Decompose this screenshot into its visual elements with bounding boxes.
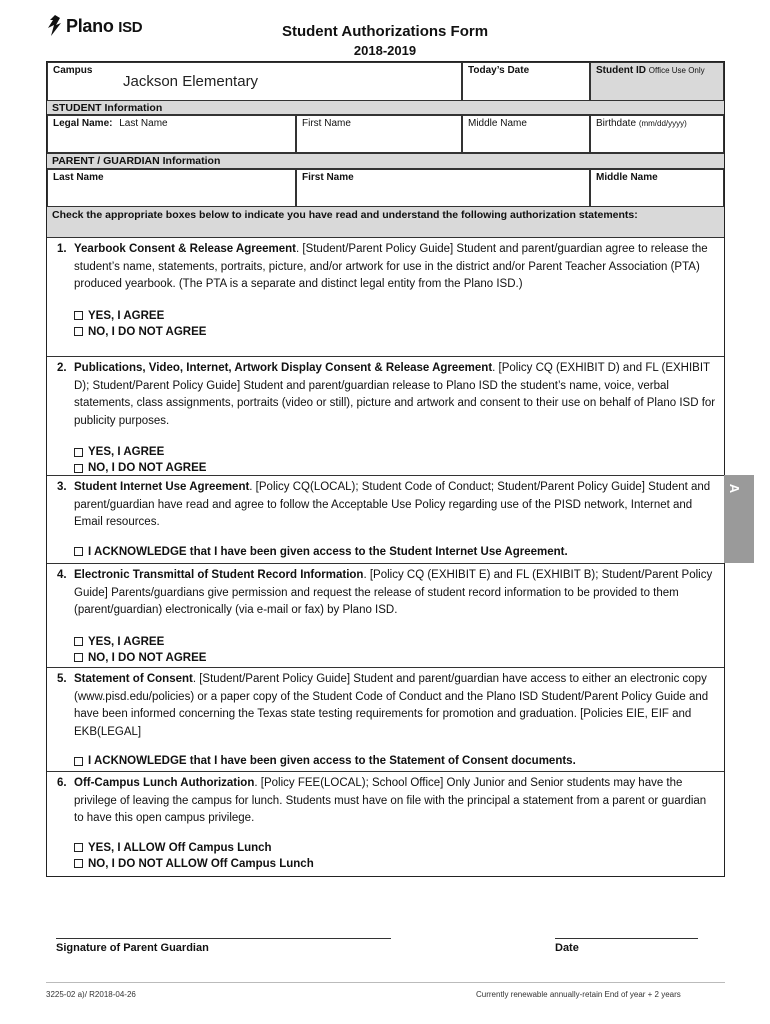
student-first-name-label: First Name bbox=[302, 118, 351, 129]
birthdate-field[interactable] bbox=[590, 115, 724, 153]
parent-signature-line[interactable] bbox=[56, 938, 391, 939]
side-tab-letter: A bbox=[727, 483, 743, 494]
form-year: 2018-2019 bbox=[353, 43, 417, 58]
footer-form-code: 3225-02 a)/ R2018-04-26 bbox=[46, 990, 136, 999]
legal-name-label: Legal Name: bbox=[53, 118, 113, 129]
logo-text: Plano ISD bbox=[66, 15, 143, 36]
item-text: . [Student/Parent Policy Guide] Student and parent/guardian agree to release the student’s name, statements, portraits, picture, and/or artwork for use in the district and/or Parent Teacher Association (PTA) produced yearbook. (The PTA is a separate and distinct legal entity from the Plano ISD.) bbox=[74, 243, 708, 290]
item-number: 5. bbox=[57, 673, 67, 685]
parent-middle-name-field[interactable] bbox=[590, 169, 724, 207]
option-label: YES, I AGREE bbox=[88, 309, 165, 322]
checkbox[interactable] bbox=[74, 843, 83, 852]
campus-value: Jackson Elementary bbox=[123, 73, 259, 90]
student-last-name-label: Last Name bbox=[119, 118, 168, 129]
item-statement-of-consent bbox=[47, 668, 724, 772]
option-label: NO, I DO NOT ALLOW Off Campus Lunch bbox=[88, 857, 314, 870]
item-publications-consent bbox=[47, 357, 724, 476]
parent-info-header: PARENT / GUARDIAN Information bbox=[47, 153, 724, 169]
date-signature-line[interactable] bbox=[555, 938, 698, 939]
option-label: NO, I DO NOT AGREE bbox=[88, 651, 207, 664]
checkbox[interactable] bbox=[74, 653, 83, 662]
form-title: Student Authorizations Form bbox=[281, 23, 489, 40]
item-off-campus-lunch bbox=[47, 772, 724, 876]
checkbox[interactable] bbox=[74, 327, 83, 336]
parent-last-name-field[interactable] bbox=[47, 169, 296, 207]
student-first-name-field[interactable] bbox=[296, 115, 462, 153]
item-electronic-transmittal bbox=[47, 564, 724, 668]
item-title: Statement of Consent bbox=[74, 673, 193, 685]
footer-divider bbox=[46, 982, 725, 983]
checkbox[interactable] bbox=[74, 311, 83, 320]
option-label: I ACKNOWLEDGE that I have been given access to the Student Internet Use Agreement. bbox=[88, 545, 568, 558]
student-id-note: Office Use Only bbox=[648, 66, 705, 75]
todays-date-field[interactable] bbox=[462, 62, 590, 101]
option-label: I ACKNOWLEDGE that I have been given access to the Statement of Consent documents. bbox=[88, 755, 576, 767]
side-tab bbox=[724, 475, 754, 563]
option-label: NO, I DO NOT AGREE bbox=[88, 462, 207, 474]
parent-first-name-label: First Name bbox=[302, 172, 354, 183]
item-title: Publications, Video, Internet, Artwork Display Consent & Release Agreement bbox=[74, 362, 493, 374]
instructions-bar: Check the appropriate boxes below to indicate you have read and understand the following authorization statements: bbox=[47, 206, 724, 238]
item-number: 3. bbox=[57, 481, 67, 493]
item-text: . [Policy CQ(LOCAL); Student Code of Conduct; Student/Parent Policy Guide] Student and parent/guardian have read and agree to follow the Acceptable Use Policy regarding use of the PISD network, Internet and Email resources. bbox=[74, 481, 711, 528]
footer-retention: Currently renewable annually-retain End of year + 2 years bbox=[476, 990, 681, 999]
student-id-label: Student ID bbox=[596, 65, 646, 76]
campus-label: Campus bbox=[53, 65, 93, 76]
checkbox[interactable] bbox=[74, 547, 83, 556]
checkbox[interactable] bbox=[74, 464, 83, 473]
student-info-header: STUDENT Information bbox=[47, 100, 724, 115]
option-label: NO, I DO NOT AGREE bbox=[88, 325, 207, 338]
date-signature-label: Date bbox=[555, 942, 579, 954]
item-number: 6. bbox=[57, 777, 67, 789]
item-text: . [Policy FEE(LOCAL); School Office] Only Junior and Senior students may have the privilege of leaving the campus for lunch. Students must have on file with the principal a statement from a parent or guardian to have this open campus privilege. bbox=[74, 777, 707, 824]
todays-date-label: Today’s Date bbox=[468, 65, 530, 76]
parent-last-name-label: Last Name bbox=[53, 172, 104, 183]
option-no-agree[interactable] bbox=[74, 460, 716, 476]
student-middle-name-label: Middle Name bbox=[468, 118, 527, 129]
item-title: Yearbook Consent & Release Agreement bbox=[74, 243, 296, 255]
checkbox[interactable] bbox=[74, 448, 83, 457]
birthdate-label: Birthdate bbox=[596, 118, 637, 129]
student-middle-name-field[interactable] bbox=[462, 115, 590, 153]
authorization-form bbox=[46, 61, 725, 877]
option-not-allow-lunch[interactable] bbox=[74, 856, 716, 872]
parent-middle-name-label: Middle Name bbox=[596, 172, 658, 183]
option-yes-agree[interactable] bbox=[74, 634, 716, 650]
option-acknowledge[interactable] bbox=[74, 544, 716, 560]
option-yes-agree[interactable] bbox=[74, 308, 716, 324]
birthdate-format: (mm/dd/yyyy) bbox=[638, 119, 687, 128]
checkbox[interactable] bbox=[74, 637, 83, 646]
item-text: . [Policy CQ (EXHIBIT D) and FL (EXHIBIT D); Student/Parent Policy Guide] Student and parent/guardian release to Plano ISD the student’s name, voice, verbal statements, class assignments, portraits (video or still), picture and artwork and consent to their use on behalf of Plano ISD for publicity purposes. bbox=[74, 362, 716, 427]
item-title: Electronic Transmittal of Student Record Information bbox=[74, 569, 364, 581]
option-allow-lunch[interactable] bbox=[74, 840, 716, 856]
option-label: YES, I AGREE bbox=[88, 446, 165, 458]
item-title: Off-Campus Lunch Authorization bbox=[74, 777, 255, 789]
checkbox[interactable] bbox=[74, 859, 83, 868]
item-number: 2. bbox=[57, 362, 67, 374]
item-text: . [Student/Parent Policy Guide] Student and parent/guardian have access to either an electronic copy (www.pisd.edu/policies) or a paper copy of the Student Code of Conduct and the Plano ISD Student/Parent Policy Guide and have been informed concerning the Texas state testing requirements for promotion and graduation. [Policies EIE, EIF and EKB(LEGAL] bbox=[74, 673, 709, 738]
parent-signature-label: Signature of Parent Guardian bbox=[56, 942, 209, 954]
option-acknowledge[interactable] bbox=[74, 753, 716, 769]
option-no-agree[interactable] bbox=[74, 324, 716, 340]
checkbox[interactable] bbox=[74, 757, 83, 766]
option-yes-agree[interactable] bbox=[74, 444, 716, 460]
item-internet-use bbox=[47, 476, 724, 564]
option-label: YES, I ALLOW Off Campus Lunch bbox=[88, 841, 272, 854]
parent-first-name-field[interactable] bbox=[296, 169, 590, 207]
student-id-field bbox=[590, 62, 724, 101]
item-yearbook-consent bbox=[47, 238, 724, 357]
campus-field[interactable] bbox=[47, 62, 462, 101]
item-number: 4. bbox=[57, 569, 67, 581]
option-label: YES, I AGREE bbox=[88, 635, 165, 648]
item-text: . [Policy CQ (EXHIBIT E) and FL (EXHIBIT B); Student/Parent Policy Guide] Parents/guardians give permission and request the release of student record information to be provided to them (parent/guardian) electronically (via e-mail or fax) by Plano ISD. bbox=[74, 569, 713, 616]
item-title: Student Internet Use Agreement bbox=[74, 481, 250, 493]
item-number: 1. bbox=[57, 243, 67, 255]
option-no-agree[interactable] bbox=[74, 650, 716, 666]
student-last-name-field[interactable] bbox=[47, 115, 296, 153]
